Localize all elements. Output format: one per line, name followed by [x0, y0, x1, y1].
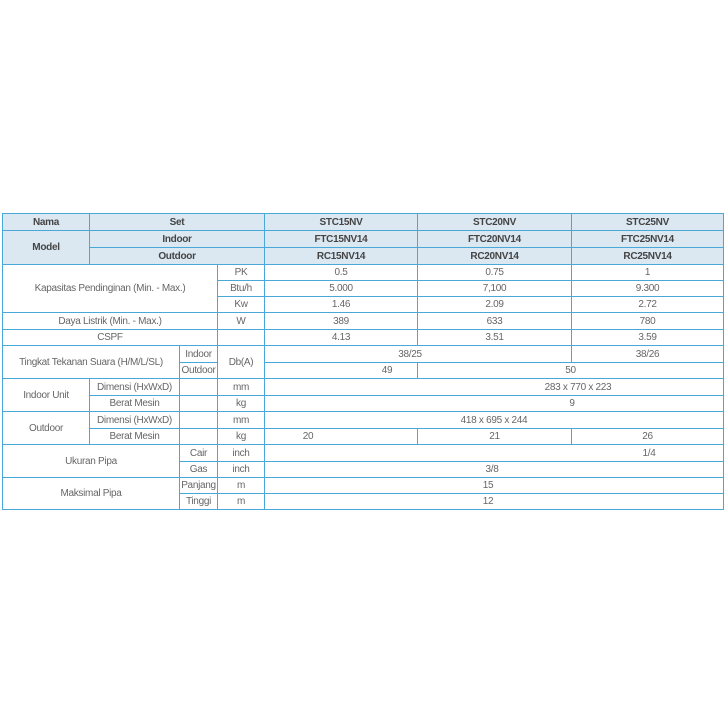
maks-tinggi: Tinggi: [179, 493, 218, 510]
empty-cell: [179, 395, 218, 412]
outdoor-berat-1: [264, 428, 418, 445]
suara-indoor-b: 38/26: [571, 345, 724, 363]
indoor-kg: kg: [217, 395, 265, 412]
model-outdoor-3: RC25NV14: [571, 247, 724, 265]
empty-cell: [179, 428, 218, 445]
pipa-unit-gas: inch: [217, 461, 265, 478]
empty-cell: [179, 411, 218, 429]
kw-2: 2.09: [417, 296, 572, 313]
cspf-3: 3.59: [571, 329, 724, 346]
maks-panjang-text: 15: [482, 480, 494, 491]
model-set-3: STC25NV: [571, 213, 724, 231]
indoor-dim-text: 283 x 770 x 223: [544, 381, 612, 393]
pipa-unit-cair: inch: [217, 444, 265, 462]
daya-1: 389: [264, 312, 418, 330]
pipa-cair-text: 1/4: [642, 447, 656, 459]
outdoor-berat-1-text: 20: [302, 431, 314, 442]
daya-label: Daya Listrik (Min. - Max.): [2, 312, 218, 330]
model-indoor-1: FTC15NV14: [264, 230, 418, 248]
header-nama: Nama: [2, 213, 90, 231]
outdoor-berat-2: 21: [417, 428, 572, 445]
btu-2: 7,100: [417, 280, 572, 297]
header-outdoor: Outdoor: [89, 247, 265, 265]
outdoor-kg: kg: [217, 428, 265, 445]
maks-panjang-value: [264, 477, 724, 494]
outdoor-dim-value: 418 x 695 x 244: [264, 411, 724, 429]
header-model: Model: [2, 230, 90, 265]
pipa-cair-value: [264, 444, 724, 462]
pk-3: 1: [571, 264, 724, 281]
suara-outdoor-a-value: 49: [381, 365, 393, 376]
indoor-dim-value: [264, 378, 724, 396]
maks-tinggi-value: [264, 493, 724, 510]
suara-outdoor-b: 50: [417, 362, 724, 379]
unit-pk: PK: [217, 264, 265, 281]
indoor-unit-label: Indoor Unit: [2, 378, 90, 412]
outdoor-mm: mm: [217, 411, 265, 429]
maks-unit-panjang: m: [217, 477, 265, 494]
maks-tinggi-text: 12: [482, 496, 494, 507]
indoor-mm: mm: [217, 378, 265, 396]
kw-1: 1.46: [264, 296, 418, 313]
daya-3: 780: [571, 312, 724, 330]
header-set: Set: [89, 213, 265, 231]
pipa-label: Ukuran Pipa: [2, 444, 180, 478]
indoor-berat-label: Berat Mesin: [89, 395, 180, 412]
indoor-berat-value: [264, 395, 724, 412]
pk-1: 0.5: [264, 264, 418, 281]
btu-3: 9.300: [571, 280, 724, 297]
daya-2: 633: [417, 312, 572, 330]
suara-unit: Db(A): [217, 345, 265, 379]
maks-panjang: Panjang: [179, 477, 218, 494]
indoor-berat-text: 9: [569, 398, 575, 409]
outdoor-unit-label: Outdoor: [2, 411, 90, 445]
model-indoor-3: FTC25NV14: [571, 230, 724, 248]
unit-kw: Kw: [217, 296, 265, 313]
suara-indoor-a-value: 38/25: [398, 348, 422, 360]
maks-label: Maksimal Pipa: [2, 477, 180, 510]
cspf-label: CSPF: [2, 329, 218, 346]
model-outdoor-1: RC15NV14: [264, 247, 418, 265]
cspf-1: 4.13: [264, 329, 418, 346]
cspf-unit: [217, 329, 265, 346]
model-indoor-2: FTC20NV14: [417, 230, 572, 248]
empty-cell: [179, 378, 218, 396]
daya-unit: W: [217, 312, 265, 330]
cspf-2: 3.51: [417, 329, 572, 346]
pipa-cair: Cair: [179, 444, 218, 462]
pipa-gas-value: [264, 461, 724, 478]
btu-1: 5.000: [264, 280, 418, 297]
suara-outdoor: Outdoor: [179, 362, 218, 379]
suara-outdoor-a: [264, 362, 418, 379]
outdoor-berat-label: Berat Mesin: [89, 428, 180, 445]
maks-unit-tinggi: m: [217, 493, 265, 510]
model-outdoor-2: RC20NV14: [417, 247, 572, 265]
pipa-gas-text: 3/8: [485, 464, 499, 475]
indoor-dimensi-label: Dimensi (HxWxD): [89, 378, 180, 396]
pipa-gas: Gas: [179, 461, 218, 478]
model-set-2: STC20NV: [417, 213, 572, 231]
header-indoor: Indoor: [89, 230, 265, 248]
pk-2: 0.75: [417, 264, 572, 281]
outdoor-dimensi-label: Dimensi (HxWxD): [89, 411, 180, 429]
suara-indoor-a: [264, 345, 572, 363]
unit-btu: Btu/h: [217, 280, 265, 297]
suara-indoor: Indoor: [179, 345, 218, 363]
suara-label: Tingkat Tekanan Suara (H/M/L/SL): [2, 345, 180, 379]
kw-3: 2.72: [571, 296, 724, 313]
kapasitas-label: Kapasitas Pendinginan (Min. - Max.): [2, 264, 218, 313]
model-set-1: STC15NV: [264, 213, 418, 231]
outdoor-berat-3: 26: [571, 428, 724, 445]
